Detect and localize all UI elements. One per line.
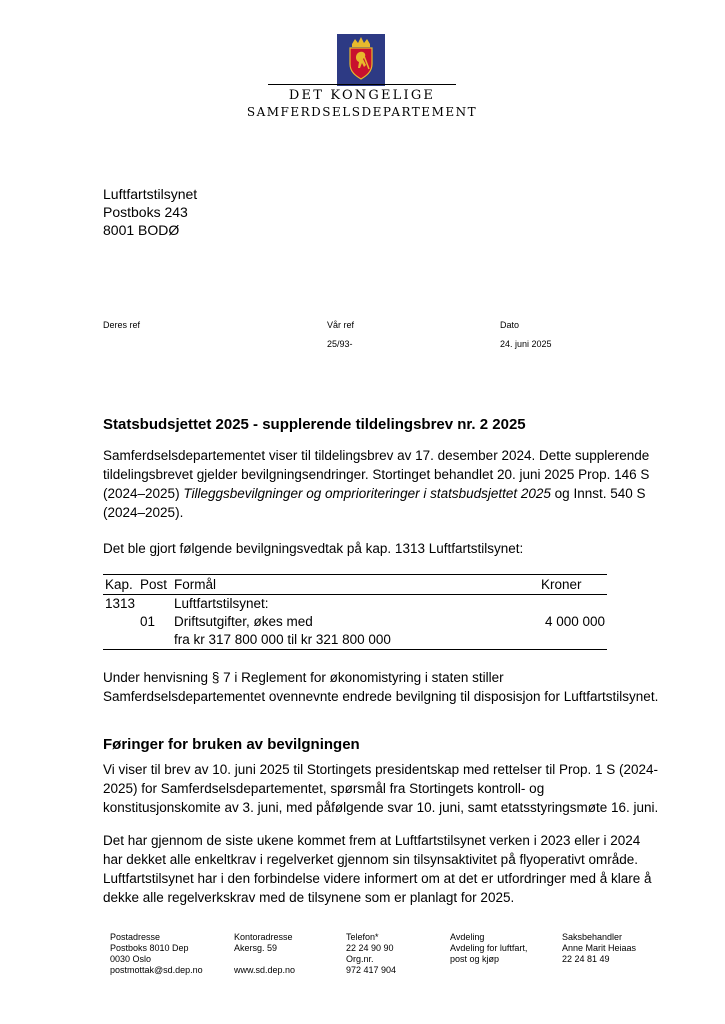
table-cell-kroner: 4 000 000: [544, 614, 605, 629]
recipient-postbox: Postboks 243: [103, 204, 188, 220]
footer-label: Avdeling: [450, 932, 485, 942]
foringer-line: Det har gjennom de siste ukene kommet frem at Luftfartstilsynet verken i 2023 eller i 2024: [103, 833, 641, 848]
footer-telefon: [346, 932, 396, 976]
intro-line: [103, 484, 663, 503]
table-cell-post: 01: [140, 614, 156, 629]
footer-text: [234, 954, 295, 965]
section-title-foringer: Føringer for bruken av bevilgningen: [103, 736, 360, 753]
table-bottom-rule: [103, 649, 607, 650]
var-ref-label: Vår ref: [327, 320, 355, 330]
footer-postadresse: [110, 932, 203, 976]
footer-text: Avdeling for luftfart,: [450, 943, 528, 953]
intro-text: og Innst. 540 S: [550, 486, 646, 501]
footer-email: postmottak@sd.dep.no: [110, 965, 203, 975]
footer-text: post og kjøp: [450, 954, 500, 964]
allocation-table: [103, 574, 607, 650]
footer-text: 0030 Oslo: [110, 954, 152, 964]
footer-text: Akersg. 59: [234, 943, 278, 953]
footer-phone: 22 24 90 90: [346, 943, 394, 953]
footer-text: Postboks 8010 Dep: [110, 943, 189, 953]
foringer-line: dekke alle regelverkskrav med de tilsynene som er planlagt for 2025.: [103, 890, 515, 905]
intro-line: (2024–2025).: [103, 505, 184, 520]
col-header-formal: Formål: [174, 577, 217, 592]
footer-kontoradresse: [234, 932, 295, 976]
org-name-line1: DET KONGELIGE: [288, 88, 436, 103]
org-name-line2: SAMFERDSELSDEPARTEMENT: [246, 105, 478, 119]
prop-title-italic: Tilleggsbevilgninger og omprioriteringer i statsbudsjettet 2025: [183, 486, 551, 501]
intro-line: Samferdselsdepartementet viser til tildelingsbrev av 17. desember 2024. Dette supplerende: [103, 448, 650, 463]
table-cell-kap: 1313: [105, 596, 136, 611]
vedtak-intro: Det ble gjort følgende bevilgningsvedtak på kap. 1313 Luftfartstilsynet:: [103, 541, 524, 556]
table-cell-formal: Driftsutgifter, økes med: [174, 614, 313, 629]
footer-text: Anne Marit Heiaas: [562, 943, 637, 953]
recipient-address: [103, 185, 197, 239]
table-top-rule: [103, 574, 607, 575]
foringer-line: 2025) for Samferdselsdepartementet, spørsmål fra Stortingets kontroll- og: [103, 781, 545, 796]
date-value: 24. juni 2025: [500, 339, 552, 349]
footer-org-number: 972 417 904: [346, 965, 397, 975]
henvisning-paragraph: [103, 668, 683, 706]
lion-crest-icon: [337, 34, 385, 86]
col-header-post: Post: [140, 577, 168, 592]
var-ref-value: 25/93-: [327, 339, 353, 349]
footer-label: Kontoradresse: [234, 932, 293, 942]
intro-paragraph: [103, 446, 663, 522]
foringer-line: Luftfartstilsynet har i den forbindelse videre informert om at det er utfordringer med å klare å: [103, 871, 652, 886]
intro-text: (2024–2025): [103, 486, 184, 501]
footer-phone: 22 24 81 49: [562, 954, 610, 964]
foringer-line: har dekket alle enkeltkrav i regelverket gjennom sin tilsynsaktivitet på flyoperativt område.: [103, 852, 639, 867]
intro-line: tildelingsbrevet gjelder bevilgningsendringer. Stortinget behandlet 20. juni 2025 Prop. 146 S: [103, 467, 650, 482]
deres-ref-label: Deres ref: [103, 320, 141, 330]
table-cell-formal: fra kr 317 800 000 til kr 321 800 000: [174, 632, 391, 647]
footer-label: Postadresse: [110, 932, 161, 942]
foringer-paragraph-1: [103, 760, 683, 817]
col-header-kap: Kap.: [105, 577, 133, 592]
recipient-name: Luftfartstilsynet: [103, 186, 198, 202]
table-cell-formal: Luftfartstilsynet:: [174, 596, 269, 611]
col-header-kroner: Kroner: [541, 577, 582, 592]
footer-website: www.sd.dep.no: [234, 965, 296, 975]
recipient-city: 8001 BODØ: [103, 222, 180, 238]
foringer-line: konstitusjonskomite av 3. juni, med påfølgende svar 10. juni, samt etatsstyringsmøte 16. juni.: [103, 800, 659, 815]
letter-title: Statsbudsjettet 2025 - supplerende tildelingsbrev nr. 2 2025: [103, 416, 526, 433]
henvisning-line: Under henvisning § 7 i Reglement for økonomistyring i staten stiller: [103, 670, 504, 685]
foringer-line: Vi viser til brev av 10. juni 2025 til Stortingets presidentskap med rettelser til Prop. 1 S (2024-: [103, 762, 659, 777]
footer-saksbehandler: [562, 932, 636, 965]
logo-divider: [268, 84, 456, 85]
footer-avdeling: [450, 932, 527, 965]
date-label: Dato: [500, 320, 520, 330]
footer-label: Telefon*: [346, 932, 379, 942]
foringer-paragraph-2: [103, 831, 683, 907]
henvisning-line: Samferdselsdepartementet ovennevnte endrede bevilgning til disposisjon for Luftfartstilsynet.: [103, 689, 659, 704]
coat-of-arms-logo: [337, 34, 385, 86]
footer-text: Org.nr.: [346, 954, 374, 964]
footer-label: Saksbehandler: [562, 932, 623, 942]
